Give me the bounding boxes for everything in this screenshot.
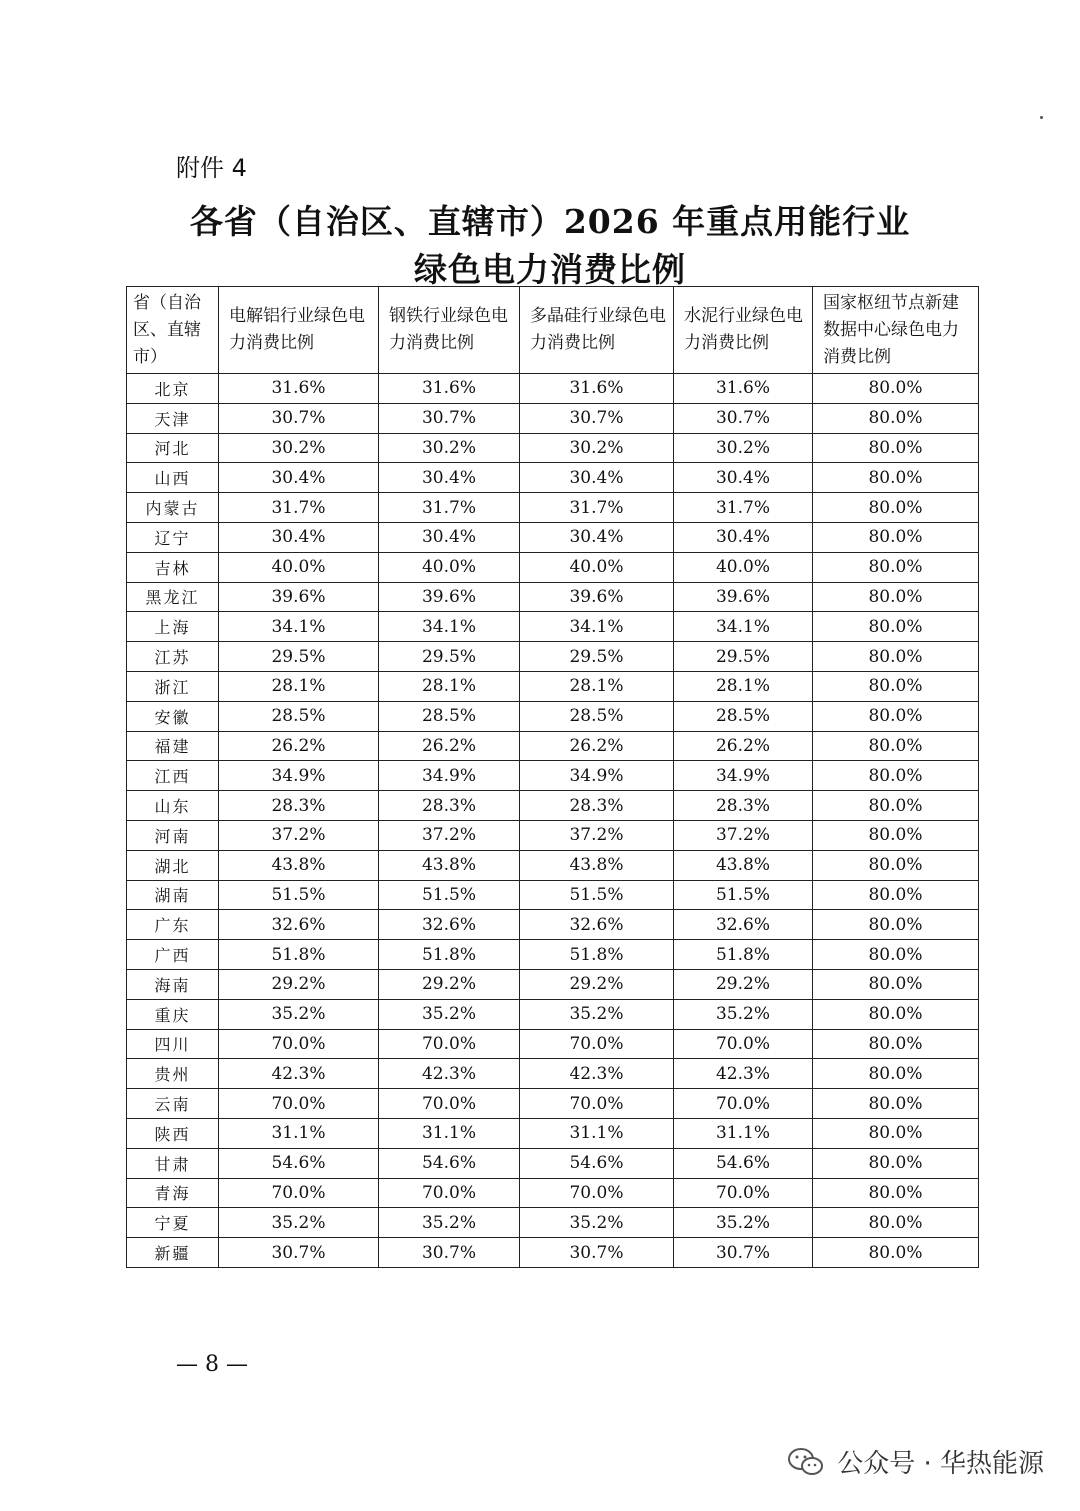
value-cell: 30.7% <box>219 403 379 433</box>
value-cell: 30.4% <box>219 522 379 552</box>
table-body <box>127 374 979 1268</box>
value-cell: 80.0% <box>813 791 979 821</box>
header-steel: 钢铁行业绿色电力消费比例 <box>379 287 520 374</box>
value-cell: 30.7% <box>520 403 674 433</box>
value-cell: 34.9% <box>219 761 379 791</box>
value-cell: 80.0% <box>813 612 979 642</box>
province-cell: 浙江 <box>127 671 219 701</box>
value-cell: 28.5% <box>520 701 674 731</box>
value-cell: 70.0% <box>520 1178 674 1208</box>
value-cell: 26.2% <box>520 731 674 761</box>
table-row <box>127 791 979 821</box>
value-cell: 80.0% <box>813 582 979 612</box>
table-row <box>127 552 979 582</box>
province-cell: 湖南 <box>127 880 219 910</box>
value-cell: 70.0% <box>674 1029 813 1059</box>
attachment-label: 附件 4 <box>176 154 247 182</box>
value-cell: 80.0% <box>813 671 979 701</box>
province-cell: 重庆 <box>127 999 219 1029</box>
value-cell: 31.1% <box>674 1118 813 1148</box>
value-cell: 31.7% <box>219 493 379 523</box>
value-cell: 32.6% <box>674 910 813 940</box>
value-cell: 35.2% <box>520 999 674 1029</box>
header-datacenter: 国家枢纽节点新建数据中心绿色电力消费比例 <box>813 287 979 374</box>
value-cell: 51.5% <box>520 880 674 910</box>
province-cell: 宁夏 <box>127 1208 219 1238</box>
value-cell: 29.5% <box>379 642 520 672</box>
table-row <box>127 910 979 940</box>
table-header-row <box>127 287 979 374</box>
province-cell: 上海 <box>127 612 219 642</box>
province-cell: 北京 <box>127 374 219 404</box>
province-cell: 安徽 <box>127 701 219 731</box>
table-row <box>127 612 979 642</box>
table-row <box>127 969 979 999</box>
value-cell: 30.4% <box>379 522 520 552</box>
value-cell: 28.5% <box>219 701 379 731</box>
value-cell: 30.7% <box>674 403 813 433</box>
value-cell: 80.0% <box>813 1089 979 1119</box>
value-cell: 28.3% <box>520 791 674 821</box>
value-cell: 80.0% <box>813 1238 979 1268</box>
value-cell: 28.1% <box>674 671 813 701</box>
value-cell: 80.0% <box>813 1208 979 1238</box>
value-cell: 29.2% <box>520 969 674 999</box>
province-cell: 吉林 <box>127 552 219 582</box>
value-cell: 32.6% <box>520 910 674 940</box>
value-cell: 80.0% <box>813 403 979 433</box>
value-cell: 30.4% <box>520 463 674 493</box>
value-cell: 42.3% <box>674 1059 813 1089</box>
province-cell: 山东 <box>127 791 219 821</box>
value-cell: 28.1% <box>219 671 379 701</box>
province-cell: 四川 <box>127 1029 219 1059</box>
value-cell: 40.0% <box>219 552 379 582</box>
value-cell: 80.0% <box>813 999 979 1029</box>
value-cell: 31.1% <box>520 1118 674 1148</box>
value-cell: 37.2% <box>674 820 813 850</box>
value-cell: 35.2% <box>674 999 813 1029</box>
value-cell: 29.5% <box>520 642 674 672</box>
table-row <box>127 1059 979 1089</box>
value-cell: 51.8% <box>379 940 520 970</box>
value-cell: 30.7% <box>379 1238 520 1268</box>
value-cell: 80.0% <box>813 850 979 880</box>
value-cell: 80.0% <box>813 1178 979 1208</box>
table-row <box>127 1118 979 1148</box>
table-row <box>127 493 979 523</box>
value-cell: 31.1% <box>379 1118 520 1148</box>
watermark-text: 公众号 · 华热能源 <box>837 1449 1044 1479</box>
value-cell: 28.1% <box>520 671 674 701</box>
value-cell: 28.3% <box>219 791 379 821</box>
province-cell: 陕西 <box>127 1118 219 1148</box>
province-cell: 湖北 <box>127 850 219 880</box>
value-cell: 28.1% <box>379 671 520 701</box>
value-cell: 54.6% <box>219 1148 379 1178</box>
table-row <box>127 463 979 493</box>
value-cell: 34.1% <box>379 612 520 642</box>
value-cell: 42.3% <box>379 1059 520 1089</box>
watermark <box>787 1443 1044 1480</box>
value-cell: 35.2% <box>379 999 520 1029</box>
value-cell: 80.0% <box>813 463 979 493</box>
table-row <box>127 582 979 612</box>
province-cell: 广东 <box>127 910 219 940</box>
province-cell: 福建 <box>127 731 219 761</box>
province-cell: 河北 <box>127 433 219 463</box>
table-row <box>127 820 979 850</box>
value-cell: 40.0% <box>520 552 674 582</box>
value-cell: 39.6% <box>379 582 520 612</box>
header-aluminum: 电解铝行业绿色电力消费比例 <box>219 287 379 374</box>
value-cell: 34.9% <box>520 761 674 791</box>
value-cell: 30.7% <box>674 1238 813 1268</box>
value-cell: 35.2% <box>379 1208 520 1238</box>
page-number: — 8 — <box>176 1352 248 1377</box>
value-cell: 80.0% <box>813 969 979 999</box>
value-cell: 34.1% <box>219 612 379 642</box>
province-cell: 青海 <box>127 1178 219 1208</box>
value-cell: 29.2% <box>219 969 379 999</box>
value-cell: 70.0% <box>379 1178 520 1208</box>
value-cell: 70.0% <box>520 1029 674 1059</box>
table-row <box>127 1148 979 1178</box>
value-cell: 39.6% <box>219 582 379 612</box>
value-cell: 31.7% <box>520 493 674 523</box>
value-cell: 35.2% <box>219 1208 379 1238</box>
value-cell: 54.6% <box>674 1148 813 1178</box>
value-cell: 30.4% <box>674 463 813 493</box>
table-row <box>127 522 979 552</box>
province-cell: 内蒙古 <box>127 493 219 523</box>
value-cell: 32.6% <box>379 910 520 940</box>
province-cell: 贵州 <box>127 1059 219 1089</box>
value-cell: 37.2% <box>379 820 520 850</box>
value-cell: 43.8% <box>379 850 520 880</box>
value-cell: 30.4% <box>379 463 520 493</box>
table-row <box>127 761 979 791</box>
province-cell: 甘肃 <box>127 1148 219 1178</box>
value-cell: 80.0% <box>813 731 979 761</box>
value-cell: 54.6% <box>520 1148 674 1178</box>
value-cell: 26.2% <box>379 731 520 761</box>
value-cell: 35.2% <box>520 1208 674 1238</box>
value-cell: 30.2% <box>379 433 520 463</box>
value-cell: 30.4% <box>219 463 379 493</box>
value-cell: 30.4% <box>674 522 813 552</box>
header-cement: 水泥行业绿色电力消费比例 <box>674 287 813 374</box>
value-cell: 80.0% <box>813 880 979 910</box>
value-cell: 80.0% <box>813 701 979 731</box>
province-cell: 天津 <box>127 403 219 433</box>
value-cell: 70.0% <box>520 1089 674 1119</box>
value-cell: 80.0% <box>813 940 979 970</box>
value-cell: 26.2% <box>674 731 813 761</box>
value-cell: 70.0% <box>219 1029 379 1059</box>
table-row <box>127 1178 979 1208</box>
green-power-table <box>126 286 979 1268</box>
province-cell: 江西 <box>127 761 219 791</box>
value-cell: 30.2% <box>520 433 674 463</box>
value-cell: 30.2% <box>219 433 379 463</box>
value-cell: 35.2% <box>219 999 379 1029</box>
table-row <box>127 433 979 463</box>
table-row <box>127 671 979 701</box>
value-cell: 51.5% <box>674 880 813 910</box>
table-row <box>127 374 979 404</box>
value-cell: 37.2% <box>219 820 379 850</box>
value-cell: 51.5% <box>219 880 379 910</box>
table-row <box>127 731 979 761</box>
table-row <box>127 1089 979 1119</box>
value-cell: 30.7% <box>520 1238 674 1268</box>
value-cell: 31.1% <box>219 1118 379 1148</box>
province-cell: 黑龙江 <box>127 582 219 612</box>
value-cell: 28.3% <box>379 791 520 821</box>
value-cell: 30.4% <box>520 522 674 552</box>
value-cell: 70.0% <box>219 1178 379 1208</box>
table-row <box>127 940 979 970</box>
scan-speck <box>1040 116 1043 119</box>
value-cell: 34.1% <box>520 612 674 642</box>
value-cell: 30.7% <box>219 1238 379 1268</box>
value-cell: 80.0% <box>813 1148 979 1178</box>
province-cell: 山西 <box>127 463 219 493</box>
value-cell: 29.5% <box>219 642 379 672</box>
value-cell: 43.8% <box>219 850 379 880</box>
value-cell: 34.1% <box>674 612 813 642</box>
value-cell: 35.2% <box>674 1208 813 1238</box>
value-cell: 29.5% <box>674 642 813 672</box>
value-cell: 80.0% <box>813 374 979 404</box>
value-cell: 80.0% <box>813 552 979 582</box>
value-cell: 29.2% <box>674 969 813 999</box>
page-title-line1: 各省（自治区、直辖市）2026 年重点用能行业 <box>189 202 911 241</box>
value-cell: 28.5% <box>379 701 520 731</box>
header-polysilicon: 多晶硅行业绿色电力消费比例 <box>520 287 674 374</box>
value-cell: 28.3% <box>674 791 813 821</box>
value-cell: 43.8% <box>520 850 674 880</box>
value-cell: 30.2% <box>674 433 813 463</box>
table-row <box>127 642 979 672</box>
province-cell: 辽宁 <box>127 522 219 552</box>
value-cell: 39.6% <box>520 582 674 612</box>
table-row <box>127 999 979 1029</box>
value-cell: 54.6% <box>379 1148 520 1178</box>
value-cell: 80.0% <box>813 820 979 850</box>
value-cell: 40.0% <box>379 552 520 582</box>
table-row <box>127 701 979 731</box>
value-cell: 31.7% <box>379 493 520 523</box>
value-cell: 32.6% <box>219 910 379 940</box>
province-cell: 新疆 <box>127 1238 219 1268</box>
header-province: 省（自治区、直辖市） <box>127 287 219 374</box>
value-cell: 80.0% <box>813 493 979 523</box>
value-cell: 80.0% <box>813 642 979 672</box>
table-row <box>127 880 979 910</box>
value-cell: 70.0% <box>379 1089 520 1119</box>
value-cell: 34.9% <box>379 761 520 791</box>
value-cell: 70.0% <box>379 1029 520 1059</box>
value-cell: 80.0% <box>813 1118 979 1148</box>
wechat-icon <box>787 1447 825 1477</box>
value-cell: 70.0% <box>674 1178 813 1208</box>
value-cell: 31.6% <box>219 374 379 404</box>
value-cell: 40.0% <box>674 552 813 582</box>
value-cell: 51.8% <box>219 940 379 970</box>
table-row <box>127 850 979 880</box>
province-cell: 云南 <box>127 1089 219 1119</box>
value-cell: 80.0% <box>813 1029 979 1059</box>
page-title-line2: 绿色电力消费比例 <box>414 250 686 289</box>
value-cell: 31.6% <box>379 374 520 404</box>
value-cell: 29.2% <box>379 969 520 999</box>
value-cell: 51.8% <box>520 940 674 970</box>
table-row <box>127 1238 979 1268</box>
value-cell: 31.7% <box>674 493 813 523</box>
value-cell: 42.3% <box>219 1059 379 1089</box>
value-cell: 80.0% <box>813 761 979 791</box>
province-cell: 海南 <box>127 969 219 999</box>
value-cell: 80.0% <box>813 1059 979 1089</box>
value-cell: 31.6% <box>674 374 813 404</box>
value-cell: 42.3% <box>520 1059 674 1089</box>
value-cell: 80.0% <box>813 522 979 552</box>
value-cell: 80.0% <box>813 910 979 940</box>
province-cell: 江苏 <box>127 642 219 672</box>
value-cell: 37.2% <box>520 820 674 850</box>
table-row <box>127 1029 979 1059</box>
value-cell: 70.0% <box>674 1089 813 1119</box>
province-cell: 广西 <box>127 940 219 970</box>
value-cell: 51.8% <box>674 940 813 970</box>
table-row <box>127 403 979 433</box>
value-cell: 26.2% <box>219 731 379 761</box>
province-cell: 河南 <box>127 820 219 850</box>
value-cell: 30.7% <box>379 403 520 433</box>
value-cell: 70.0% <box>219 1089 379 1119</box>
value-cell: 39.6% <box>674 582 813 612</box>
table-row <box>127 1208 979 1238</box>
value-cell: 31.6% <box>520 374 674 404</box>
value-cell: 51.5% <box>379 880 520 910</box>
value-cell: 28.5% <box>674 701 813 731</box>
value-cell: 34.9% <box>674 761 813 791</box>
value-cell: 80.0% <box>813 433 979 463</box>
value-cell: 43.8% <box>674 850 813 880</box>
